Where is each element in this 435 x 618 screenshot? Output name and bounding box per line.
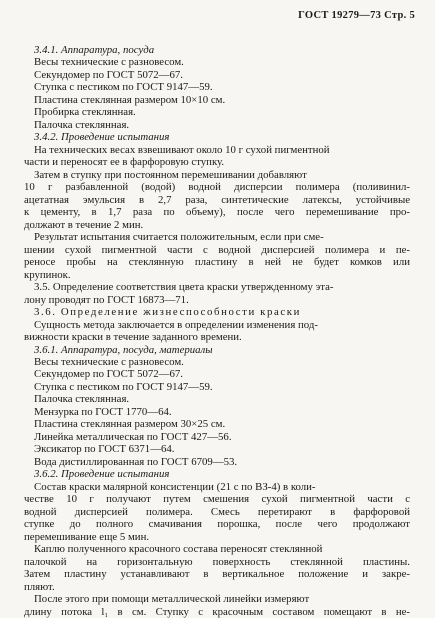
text-line: Весы технические с разновесом. bbox=[34, 356, 184, 368]
text-line: к цементу, в 1,7 раза по объему), после чего перемешивание про- bbox=[24, 206, 410, 219]
text-line: шении сухой пигментной части с водной дисперсией полимера и пе- bbox=[24, 243, 410, 256]
text-line: 3.4.2. Проведение испытания bbox=[34, 131, 170, 144]
text-line: реносе пробы на стеклянную пластину в ней не будет комков или bbox=[24, 256, 410, 269]
text-line: Вода дистиллированная по ГОСТ 6709—53. bbox=[34, 455, 238, 468]
text-line: Палочка стеклянная. bbox=[34, 393, 130, 406]
text-line: 3.6.2. Проведение испытания bbox=[34, 468, 170, 481]
text-line: 10 г разбавленной (водой) водной дисперсии полимера (поливинил- bbox=[24, 181, 410, 194]
text-line: палочкой на горизонтальную поверхность стеклянной пластины. bbox=[24, 555, 410, 568]
text-line: вижности краски в течение заданного времени. bbox=[24, 331, 242, 344]
text-line: Состав краски малярной консистенции (21 с по ВЗ-4) в коли- bbox=[34, 480, 316, 493]
text-line: длину потока l₁ в см. Ступку с красочным составом помещают в не- bbox=[24, 605, 410, 618]
text-line: Сущность метода заключается в определении изменения под- bbox=[34, 318, 318, 331]
text-line: Пластина стеклянная размером 10×10 см. bbox=[34, 93, 226, 106]
text-line: Каплю полученного красочного состава переносят стеклянной bbox=[34, 543, 323, 556]
text-line: Весы технические с разновесом. bbox=[34, 56, 184, 69]
text-line: Ступка с пестиком по ГОСТ 9147—59. bbox=[34, 81, 213, 94]
text-line: перемешивание еще 5 мин. bbox=[24, 530, 150, 543]
text-line: Ступка с пестиком по ГОСТ 9147—59. bbox=[34, 380, 213, 393]
text-line: Пробирка стеклянная. bbox=[34, 106, 136, 119]
page-header: ГОСТ 19279—73 Стр. 5 bbox=[298, 10, 415, 21]
text-line: части и переносят ее в фарфоровую ступку. bbox=[24, 156, 225, 169]
text-line: должают в течение 2 мин. bbox=[24, 218, 144, 231]
text-line: Затем пластину устанавливают в вертикальное положение и закре- bbox=[24, 568, 410, 581]
text-line: 3.4.1. Аппаратура, посуда bbox=[34, 44, 155, 56]
text-line: ацетатная эмульсия в 2,7 раза, синтетические латексы, устойчивые bbox=[24, 193, 410, 206]
text-line: Пластина стеклянная размером 30×25 см. bbox=[34, 418, 226, 431]
text-line: Затем в ступку при постоянном перемешивании добавляют bbox=[34, 168, 307, 181]
text-line: Палочка стеклянная. bbox=[34, 118, 130, 131]
text-line: лону проводят по ГОСТ 16873—71. bbox=[24, 293, 189, 306]
text-line: 3.6. Определение жизнеспособности краски bbox=[34, 306, 301, 319]
text-line: Секундомер по ГОСТ 5072—67. bbox=[34, 368, 183, 381]
text-line: ступке до полного смачивания порошка, после чего продолжают bbox=[24, 518, 410, 531]
text-line: 3.6.1. Аппаратура, посуда, материалы bbox=[34, 343, 213, 356]
text-line: Мензурка по ГОСТ 1770—64. bbox=[34, 405, 172, 418]
text-line: Результат испытания считается положительным, если при сме- bbox=[34, 231, 324, 244]
text-line: После этого при помощи металлической линейки измеряют bbox=[34, 593, 310, 606]
text-line: Секундомер по ГОСТ 5072—67. bbox=[34, 68, 183, 81]
text-line: пляют. bbox=[24, 580, 55, 593]
text-line: водной дисперсией полимера. Смесь перетирают в фарфоровой bbox=[24, 505, 410, 518]
text-line: Линейка металлическая по ГОСТ 427—56. bbox=[34, 430, 232, 443]
text-line: честве 10 г получают путем смешения сухой пигментной части с bbox=[24, 493, 410, 506]
text-line: На технических весах взвешивают около 10 г сухой пигментной bbox=[34, 143, 330, 156]
text-line: крупинок. bbox=[24, 268, 71, 281]
text-line: 3.5. Определение соответствия цвета краски утвержденному эта- bbox=[34, 281, 334, 294]
text-line: Эксикатор по ГОСТ 6371—64. bbox=[34, 443, 175, 456]
